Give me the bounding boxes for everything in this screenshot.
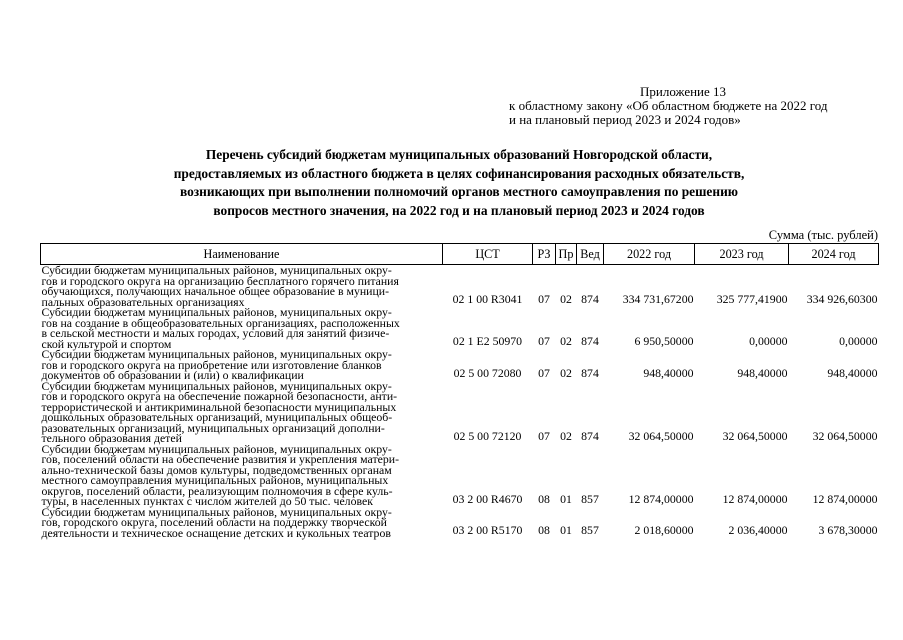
rz-code: 07: [538, 428, 550, 443]
pr-code: 01: [560, 491, 572, 506]
amount-2024: 0,00000: [839, 334, 878, 348]
subsidy-name-line: пальных образовательных организациях: [41, 294, 245, 309]
subsidy-name: [41, 349, 443, 381]
subsidy-name-line: документов об образовании и (или) о квалификации: [41, 368, 304, 382]
table-row: [41, 507, 879, 539]
subsidy-name-line: обучающихся, получающих начальное общее образование в муници-: [41, 284, 390, 298]
subsidy-name-line: Субсидии бюджетам муниципальных районов, муниципальных окру-: [41, 378, 392, 393]
amount-2022: 334 731,67200: [622, 292, 694, 306]
header-cst: ЦСТ: [443, 244, 533, 265]
pr-code: 02: [560, 334, 572, 348]
header-rz: РЗ: [533, 244, 556, 265]
amount-2024: 12 874,00000: [812, 491, 878, 506]
subsidy-name-line: ской культурой и спортом: [41, 336, 172, 351]
rz-code: 07: [538, 334, 550, 348]
amount-2024: 3 678,30000: [818, 523, 878, 537]
cst-code: 02 1 E2 50970: [452, 334, 523, 348]
appendix-period-line: и на плановый период 2023 и 2024 годов»: [509, 112, 741, 127]
cst-code: 02 1 00 R3041: [452, 292, 523, 306]
title-line-4: вопросов местного значения, на 2022 год и на плановый период 2023 и 2024 годов: [213, 202, 705, 218]
amount-2022: 12 874,00000: [628, 491, 694, 506]
subsidy-name-line: ально-технической базы домов культуры, подведомственных органам: [41, 462, 392, 477]
amount-2022: 948,40000: [643, 365, 694, 380]
cst-code: 02 5 00 72080: [453, 365, 522, 380]
pr-code: 02: [560, 365, 572, 380]
header-pr: Пр: [556, 244, 577, 265]
table-row: [41, 307, 879, 349]
amount-2023: 2 036,40000: [728, 523, 788, 537]
subsidy-name: [41, 265, 443, 308]
amount-2023: 948,40000: [737, 365, 788, 380]
header-2022: 2022 год: [604, 244, 695, 265]
appendix-number: Приложение 13: [640, 84, 727, 99]
rz-code: 08: [538, 523, 550, 537]
header-ved: Вед: [577, 244, 604, 265]
pr-code: 02: [560, 292, 572, 306]
units-label: Сумма (тыс. рублей): [768, 228, 878, 242]
subsidy-name-line: гов и городского округа на приобретение или изготовление бланков: [41, 357, 382, 372]
subsidy-name-line: гов и городского округа на обеспечение пожарной безопасности, анти-: [41, 389, 398, 403]
ved-code: 857: [581, 523, 599, 537]
subsidy-name-line: Субсидии бюджетам муниципальных районов, муниципальных окру-: [41, 347, 392, 361]
subsidy-name-line: в сельской местности и малых городах, условий для занятий физиче-: [41, 326, 390, 340]
table-body: [41, 265, 879, 539]
subsidy-name-line: туры, в населенных пунктах с числом жителей до 50 тыс. человек: [41, 494, 373, 508]
subsidy-name-line: местного самоуправления муниципальных районов, муниципальных: [41, 473, 389, 487]
subsidy-name-line: округов, поселений области, реализующим полномочия в сфере куль-: [41, 483, 393, 498]
table-row: [41, 381, 879, 444]
subsidies-table: [40, 243, 879, 538]
cst-code: 02 5 00 72120: [453, 428, 522, 443]
cst-code: 03 2 00 R5170: [452, 523, 523, 537]
amount-2022: 6 950,50000: [634, 334, 694, 348]
title-line-2: предоставляемых из областного бюджета в целях софинансирования расходных обязательств,: [173, 165, 745, 181]
amount-2024: 32 064,50000: [812, 428, 878, 443]
subsidy-name-line: Субсидии бюджетам муниципальных районов, муниципальных окру-: [41, 441, 392, 456]
subsidy-name-line: Субсидии бюджетам муниципальных районов, муниципальных окру-: [41, 305, 392, 319]
subsidy-name: [41, 504, 443, 540]
header-name: Наименование: [41, 244, 443, 265]
table-row: [41, 349, 879, 381]
amount-2022: 2 018,60000: [634, 523, 694, 537]
subsidy-name-line: террористической и антикриминальной безопасности муниципальных: [41, 399, 397, 414]
subsidy-name: [41, 307, 443, 349]
amount-2024: 334 926,60300: [806, 292, 878, 306]
subsidy-name-line: деятельности и техническое оснащение детских и кукольных театров: [41, 525, 391, 540]
table-row: [41, 444, 879, 507]
pr-code: 01: [560, 523, 572, 537]
subsidy-name-line: Субсидии бюджетам муниципальных районов, муниципальных окру-: [41, 263, 392, 277]
header-2023: 2023 год: [695, 244, 789, 265]
subsidy-name-line: гов, городского округа, поселений области на поддержку творческой: [41, 515, 387, 529]
amount-2023: 32 064,50000: [722, 428, 788, 443]
table-row: [41, 265, 879, 308]
appendix-law-line: к областному закону «Об областном бюджете на 2022 год: [509, 98, 828, 113]
rz-code: 07: [538, 365, 550, 380]
amount-2022: 32 064,50000: [628, 428, 694, 443]
subsidy-name-line: Субсидии бюджетам муниципальных районов, муниципальных окру-: [41, 504, 392, 519]
amount-2023: 0,00000: [749, 334, 788, 348]
title-line-3: возникающих при выполнении полномочий органов местного самоуправления по решению: [179, 184, 739, 199]
header-2024: 2024 год: [789, 244, 879, 265]
ved-code: 874: [581, 428, 599, 443]
rz-code: 08: [538, 491, 550, 506]
document-title: [40, 146, 878, 220]
table-header-row: [41, 244, 879, 265]
title-line-1: Перечень субсидий бюджетам муниципальных образований Новгородской области,: [205, 147, 713, 162]
subsidy-name: [41, 378, 443, 445]
rz-code: 07: [538, 292, 550, 306]
amount-2023: 12 874,00000: [722, 491, 788, 506]
ved-code: 874: [581, 365, 599, 380]
ved-code: 874: [581, 334, 599, 348]
subsidy-name-line: гов и городского округа на организацию бесплатного горячего питания: [41, 273, 399, 288]
pr-code: 02: [560, 428, 572, 443]
ved-code: 874: [581, 292, 599, 306]
amount-2023: 325 777,41900: [716, 292, 788, 306]
ved-code: 857: [581, 491, 599, 506]
appendix-header: [509, 85, 828, 127]
subsidy-name-line: разовательных организаций, муниципальных организаций дополни-: [41, 420, 385, 435]
amount-2024: 948,40000: [827, 365, 878, 380]
subsidy-name-line: гов на создание в общеобразовательных организациях, расположенных: [41, 315, 400, 330]
subsidy-name: [41, 441, 443, 508]
cst-code: 03 2 00 R4670: [452, 491, 523, 506]
subsidy-name-line: гов, поселений области на обеспечение развития и укрепления матери-: [41, 452, 400, 466]
subsidy-name-line: дошкольных образовательных организаций, муниципальных общеоб-: [41, 410, 393, 424]
subsidy-name-line: тельного образования детей: [41, 431, 182, 445]
